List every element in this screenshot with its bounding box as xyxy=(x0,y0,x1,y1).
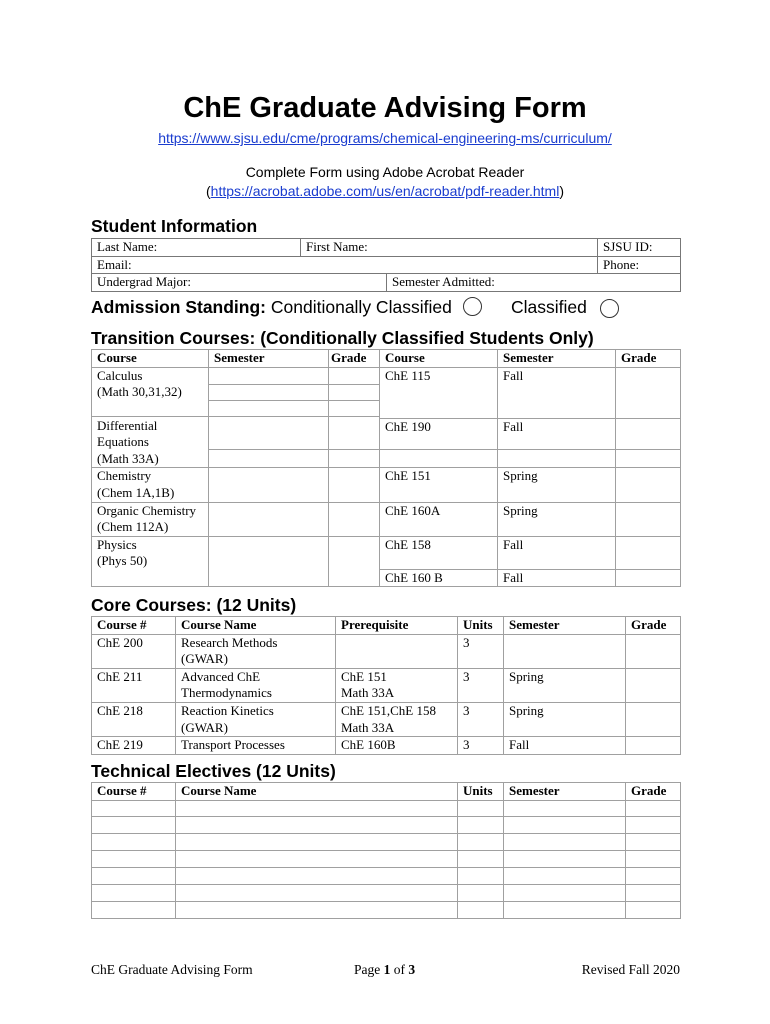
units-input[interactable] xyxy=(458,833,504,850)
th-units: Units xyxy=(458,617,504,635)
grade-input[interactable] xyxy=(329,416,380,449)
semester: Spring xyxy=(504,702,626,736)
units-input[interactable] xyxy=(458,884,504,901)
table-row xyxy=(92,850,681,867)
course-name: Transport Processes xyxy=(176,737,336,755)
footer-revision: Revised Fall 2020 xyxy=(581,962,680,977)
grade-input[interactable] xyxy=(626,833,681,850)
admission-standing xyxy=(91,297,482,318)
grade-input[interactable] xyxy=(626,867,681,884)
grade-input[interactable] xyxy=(616,536,681,569)
grade-input[interactable] xyxy=(329,502,380,536)
grade-input[interactable] xyxy=(616,367,681,418)
table-row xyxy=(92,668,681,702)
grade-input[interactable] xyxy=(616,468,681,502)
email-field[interactable]: Email: xyxy=(92,256,598,274)
admission-standing-label: Admission Standing: xyxy=(91,297,266,317)
semester-che151: Spring xyxy=(498,468,616,502)
course-name-input[interactable] xyxy=(176,884,458,901)
course-name-input[interactable] xyxy=(176,901,458,918)
th-grade-2: Grade xyxy=(616,350,681,368)
grade-input[interactable] xyxy=(626,850,681,867)
table-row xyxy=(92,702,681,736)
th-semester: Semester xyxy=(504,617,626,635)
che190-cont xyxy=(380,449,498,468)
course-che115: ChE 115 xyxy=(380,367,498,418)
technical-electives-heading: Technical Electives (12 Units) xyxy=(91,761,336,781)
curriculum-link[interactable]: https://www.sjsu.edu/cme/programs/chemical-engineering-ms/curriculum/ xyxy=(158,130,612,146)
course-num-input[interactable] xyxy=(92,901,176,918)
grade-input[interactable] xyxy=(329,468,380,502)
table-row xyxy=(92,737,681,755)
paren-close: ) xyxy=(559,183,564,199)
grade-input[interactable] xyxy=(329,400,380,416)
th-course: Course xyxy=(92,350,209,368)
option-classified-label: Classified xyxy=(511,297,587,317)
curriculum-link-row xyxy=(0,130,770,146)
footer-form-name: ChE Graduate Advising Form xyxy=(91,962,253,977)
course-che151: ChE 151 xyxy=(380,468,498,502)
grade-input[interactable] xyxy=(626,668,681,702)
units-input[interactable] xyxy=(458,816,504,833)
last-name-field[interactable]: Last Name: xyxy=(92,239,301,257)
semester-admitted-field[interactable]: Semester Admitted: xyxy=(387,274,681,292)
course-che158: ChE 158 xyxy=(380,536,498,569)
semester xyxy=(504,634,626,668)
grade-input[interactable] xyxy=(626,816,681,833)
units-input[interactable] xyxy=(458,850,504,867)
table-row xyxy=(92,634,681,668)
prerequisite: ChE 151,ChE 158 Math 33A xyxy=(336,702,458,736)
classified-radio[interactable] xyxy=(600,299,619,318)
grade-input[interactable] xyxy=(616,418,681,449)
course-che160a: ChE 160A xyxy=(380,502,498,536)
acrobat-note: Complete Form using Adobe Acrobat Reader xyxy=(245,164,525,180)
technical-electives-table xyxy=(91,782,681,919)
th-grade: Grade xyxy=(626,783,681,801)
grade-input[interactable] xyxy=(616,569,681,587)
semester-input[interactable] xyxy=(504,867,626,884)
semester-input[interactable] xyxy=(504,901,626,918)
grade-input[interactable] xyxy=(329,449,380,468)
course-num: ChE 219 xyxy=(92,737,176,755)
footer-page-number: Page 1 of 3 xyxy=(354,962,416,977)
acrobat-link[interactable]: https://acrobat.adobe.com/us/en/acrobat/pdf-reader.html xyxy=(210,183,560,199)
semester-input[interactable] xyxy=(209,468,329,502)
course-differential-equations: Differential Equations (Math 33A) xyxy=(92,416,209,468)
course-name-input[interactable] xyxy=(176,850,458,867)
semester-input[interactable] xyxy=(209,536,329,587)
grade-input[interactable] xyxy=(329,384,380,400)
course-num: ChE 211 xyxy=(92,668,176,702)
units-input[interactable] xyxy=(458,901,504,918)
course-num-input[interactable] xyxy=(92,816,176,833)
course-num-input[interactable] xyxy=(92,850,176,867)
semester-input[interactable] xyxy=(209,384,329,400)
course-num: ChE 218 xyxy=(92,702,176,736)
th-course-name: Course Name xyxy=(176,783,458,801)
course-name: Research Methods (GWAR) xyxy=(176,634,336,668)
course-name: Advanced ChE Thermodynamics xyxy=(176,668,336,702)
first-name-field[interactable]: First Name: xyxy=(301,239,598,257)
th-course-num: Course # xyxy=(92,783,176,801)
semester-input[interactable] xyxy=(209,400,329,416)
course-name-input[interactable] xyxy=(176,816,458,833)
course-num-input[interactable] xyxy=(92,867,176,884)
table-row xyxy=(92,867,681,884)
table-row xyxy=(92,833,681,850)
units: 3 xyxy=(458,702,504,736)
table-row xyxy=(92,884,681,901)
transition-courses-heading: Transition Courses: (Conditionally Classified Students Only) xyxy=(91,328,594,348)
semester-input[interactable] xyxy=(504,850,626,867)
grade-input[interactable] xyxy=(329,536,380,587)
transition-courses-table xyxy=(91,349,681,587)
course-che190: ChE 190 xyxy=(380,418,498,449)
student-info-table xyxy=(91,238,681,292)
course-name-input[interactable] xyxy=(176,867,458,884)
semester-input[interactable] xyxy=(209,449,329,468)
th-course-2: Course xyxy=(380,350,498,368)
course-organic-chemistry: Organic Chemistry (Chem 112A) xyxy=(92,502,209,536)
grade-input[interactable] xyxy=(626,800,681,816)
semester-input[interactable] xyxy=(209,367,329,384)
course-name: Reaction Kinetics (GWAR) xyxy=(176,702,336,736)
paren-open: ( xyxy=(206,183,211,199)
core-courses-heading: Core Courses: (12 Units) xyxy=(91,595,297,615)
grade-input[interactable] xyxy=(616,502,681,536)
semester-che160a: Spring xyxy=(498,502,616,536)
course-num-input[interactable] xyxy=(92,800,176,816)
units: 3 xyxy=(458,634,504,668)
grade-input[interactable] xyxy=(626,702,681,736)
grade-input[interactable] xyxy=(626,901,681,918)
semester-che160b: Fall xyxy=(498,569,616,587)
table-row xyxy=(92,901,681,918)
conditionally-classified-radio[interactable] xyxy=(463,297,482,316)
phone-field[interactable]: Phone: xyxy=(598,256,681,274)
units-input[interactable] xyxy=(458,800,504,816)
prerequisite: ChE 160B xyxy=(336,737,458,755)
prerequisite: ChE 151 Math 33A xyxy=(336,668,458,702)
th-semester: Semester xyxy=(504,783,626,801)
grade-input[interactable] xyxy=(626,737,681,755)
th-units: Units xyxy=(458,783,504,801)
th-semester: Semester xyxy=(209,350,329,368)
table-row xyxy=(92,800,681,816)
acrobat-link-row xyxy=(0,183,770,199)
semester-input[interactable] xyxy=(504,816,626,833)
core-courses-table xyxy=(91,616,681,755)
course-physics: Physics (Phys 50) xyxy=(92,536,209,587)
th-course-name: Course Name xyxy=(176,617,336,635)
form-title: ChE Graduate Advising Form xyxy=(183,92,587,124)
course-che160b: ChE 160 B xyxy=(380,569,498,587)
semester: Spring xyxy=(504,668,626,702)
undergrad-major-field[interactable]: Undergrad Major: xyxy=(92,274,387,292)
semester-che115: Fall xyxy=(498,367,616,418)
course-name-input[interactable] xyxy=(176,833,458,850)
semester-input[interactable] xyxy=(209,502,329,536)
semester-che158: Fall xyxy=(498,536,616,569)
units: 3 xyxy=(458,668,504,702)
semester-input[interactable] xyxy=(504,833,626,850)
th-course-num: Course # xyxy=(92,617,176,635)
semester-che190: Fall xyxy=(498,418,616,449)
table-row xyxy=(92,816,681,833)
student-info-heading: Student Information xyxy=(91,216,258,236)
sjsu-id-field[interactable]: SJSU ID: xyxy=(598,239,681,257)
course-name-input[interactable] xyxy=(176,800,458,816)
option-conditionally-classified-label: Conditionally Classified xyxy=(270,297,452,317)
course-num-input[interactable] xyxy=(92,833,176,850)
course-num: ChE 200 xyxy=(92,634,176,668)
course-chemistry: Chemistry (Chem 1A,1B) xyxy=(92,468,209,502)
course-num-input[interactable] xyxy=(92,884,176,901)
che190-sem-cont xyxy=(498,449,616,468)
units: 3 xyxy=(458,737,504,755)
th-prerequisite: Prerequisite xyxy=(336,617,458,635)
grade-input[interactable] xyxy=(329,367,380,384)
prerequisite xyxy=(336,634,458,668)
semester-input[interactable] xyxy=(209,416,329,449)
semester-input[interactable] xyxy=(504,800,626,816)
semester: Fall xyxy=(504,737,626,755)
th-grade: Grade xyxy=(329,350,380,368)
th-grade: Grade xyxy=(626,617,681,635)
grade-input[interactable] xyxy=(626,634,681,668)
semester-input[interactable] xyxy=(504,884,626,901)
units-input[interactable] xyxy=(458,867,504,884)
grade-input[interactable] xyxy=(616,449,681,468)
th-semester-2: Semester xyxy=(498,350,616,368)
course-calculus: Calculus (Math 30,31,32) xyxy=(92,367,209,416)
grade-input[interactable] xyxy=(626,884,681,901)
option-classified xyxy=(511,297,619,318)
